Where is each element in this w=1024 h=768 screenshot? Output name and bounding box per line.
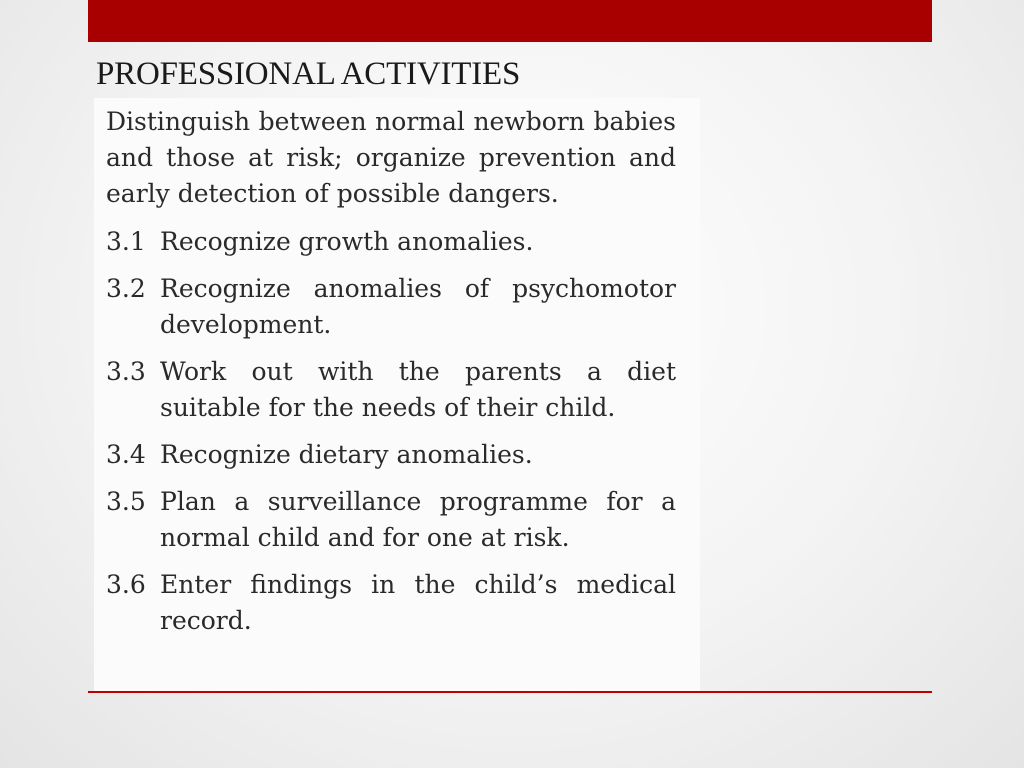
item-number: 3.2 (106, 274, 146, 303)
footer-rule (88, 691, 932, 693)
slide-title: PROFESSIONAL ACTIVITIES (96, 56, 521, 92)
list-item (106, 484, 676, 556)
list-item (106, 354, 676, 426)
item-number: 3.6 (106, 570, 146, 599)
list-item (106, 567, 676, 639)
item-text: Enter findings in the child’s medical record. (160, 570, 676, 635)
item-text: Recognize dietary anomalies. (160, 440, 533, 469)
list-item (106, 271, 676, 343)
header-accent-bar (88, 0, 932, 42)
item-text: Recognize anomalies of psychomotor development. (160, 274, 676, 339)
item-text: Work out with the parents a diet suitable for the needs of their child. (160, 357, 676, 422)
item-number: 3.3 (106, 357, 146, 386)
item-text: Recognize growth anomalies. (160, 227, 534, 256)
activity-list (106, 224, 676, 639)
scanned-document (94, 98, 700, 692)
item-number: 3.5 (106, 487, 146, 516)
item-text: Plan a surveillance programme for a normal child and for one at risk. (160, 487, 676, 552)
list-item (106, 437, 676, 473)
item-number: 3.1 (106, 227, 146, 256)
list-item (106, 224, 676, 260)
document-intro: Distinguish between normal newborn babies and those at risk; organize prevention and early detection of possible dangers. (106, 107, 676, 208)
item-number: 3.4 (106, 440, 146, 469)
